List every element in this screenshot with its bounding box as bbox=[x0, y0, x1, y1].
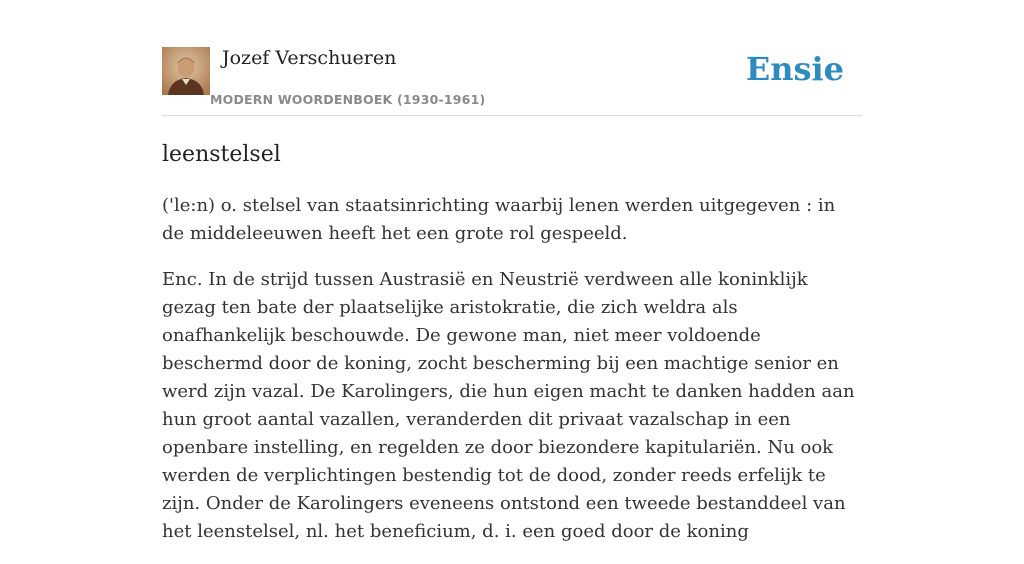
entry-title: leenstelsel bbox=[162, 142, 281, 167]
source-label[interactable]: MODERN WOORDENBOEK (1930-1961) bbox=[210, 92, 486, 107]
header-divider bbox=[162, 115, 862, 116]
entry-header bbox=[162, 45, 862, 115]
author-avatar[interactable] bbox=[162, 47, 210, 95]
entry-body bbox=[162, 192, 862, 564]
definition-paragraph: ('le:n) o. stelsel van staatsinrichting waarbij lenen werden uitgegeven : in de middeleeuwen heeft het een grote rol gespeeld. bbox=[162, 195, 836, 244]
encyclopedia-paragraph: Enc. In de strijd tussen Austrasië en Neustrië verdween alle koninklijk gezag ten bate der plaatselijke aristokratie, die zich weldra als onafhankelijk beschouwde. De gewone man, niet meer voldoende beschermd door de koning, zocht bescherming bij een machtige senior en werd zijn vazal. De Karolingers, die hun eigen macht te danken hadden aan hun groot aantal vazallen, veranderden dit privaat vazalschap in een openbare instelling, en regelden ze door biezondere kapitulariën. Nu ook werden de verplichtingen bestendig tot de dood, zonder reeds erfelijk te zijn. Onder de Karolingers eveneens ontstond een tweede bestanddeel van het leenstelsel, nl. het beneficium, d. i. een goed door de koning bbox=[162, 269, 855, 542]
author-name[interactable]: Jozef Verschueren bbox=[222, 47, 397, 69]
brand-logo[interactable]: Ensie bbox=[745, 50, 844, 88]
author-portrait-icon bbox=[162, 47, 210, 95]
